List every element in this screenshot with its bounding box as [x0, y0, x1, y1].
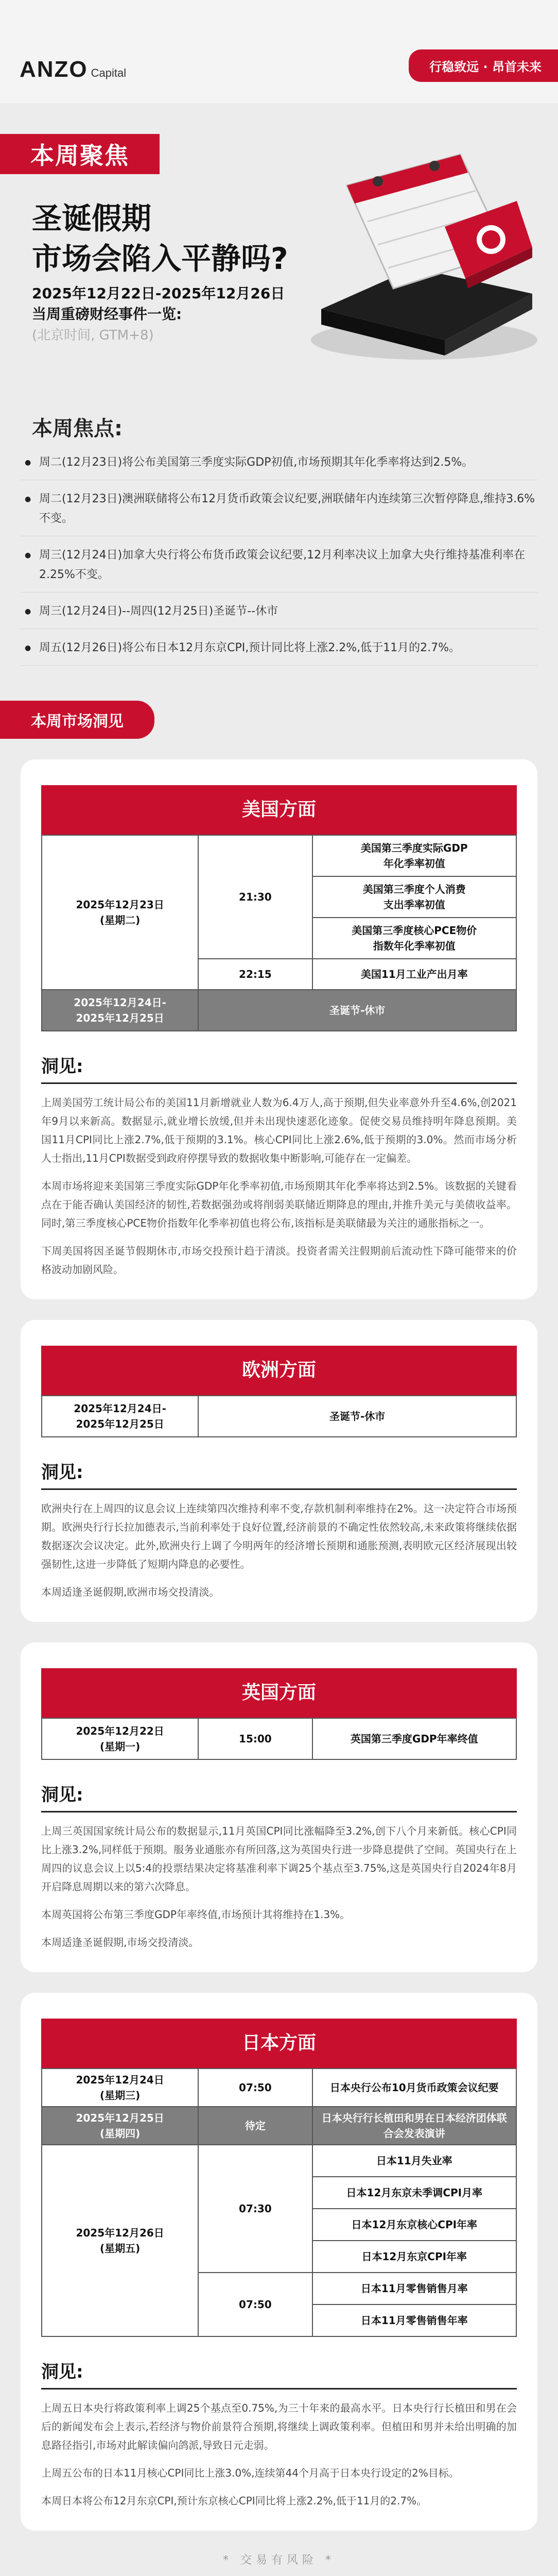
jp-event-cell: 日本11月零售销售月率: [312, 2273, 516, 2304]
jp-schedule-table: [41, 2068, 517, 2337]
observation-paragraph: 下周美国将因圣诞节假期休市,市场交投预计趋于清淡。投资者需关注假期前后流动性下降可能带来的价格波动加剧风险。: [41, 1245, 517, 1276]
uk-card: [21, 1642, 537, 1972]
risk-endmark: * 交易有风险 *: [223, 2554, 335, 2567]
jp-card: [21, 1993, 537, 2531]
table-row: [42, 2069, 516, 2107]
logo-brand-a: ANZO: [20, 57, 88, 82]
hero-tag: 本周聚焦: [0, 134, 160, 174]
us-holiday-event: 圣诞节-休市: [198, 990, 516, 1031]
observation-heading: 洞见:: [41, 1052, 517, 1084]
us-event-cell: 美国第三季度实际GDP 年化季率初值: [312, 835, 516, 876]
eu-schedule-table: [41, 1395, 517, 1437]
observation-paragraph: 本周适逢圣诞假期,市场交投清淡。: [41, 1936, 199, 1948]
jp-observation: [41, 2358, 517, 2510]
hero-title-line1: 圣诞假期: [32, 201, 152, 236]
hero-date-range: 2025年12月22日-2025年12月26日: [32, 285, 285, 302]
observation-paragraph: 本周适逢圣诞假期,欧洲市场交投清淡。: [41, 1586, 220, 1598]
uk-event-cell: 英国第三季度GDP年率终值: [312, 1718, 516, 1759]
jp-time-cell: 07:30: [198, 2145, 312, 2273]
top-bar: [0, 0, 558, 103]
jp-time-cell: 07:50: [198, 2273, 312, 2336]
us-schedule-table: [41, 835, 517, 1031]
observation-paragraph: 上周五公布的日本11月核心CPI同比上涨3.0%,连续第44个月高于日本央行设定的2%目标。: [41, 2467, 459, 2479]
anzo-logo[interactable]: [20, 57, 126, 82]
us-time-cell: 21:30: [198, 835, 312, 959]
observation-paragraph: 上周五日本央行将政策利率上调25个基点至0.75%,为三十年来的最高水平。日本央行行长植田和男在会后的新闻发布会上表示,若经济与物价前景符合预期,将继续上调政策利率。但植田和男并未给出明确的加息路径指引,市场对此解读偏向鸽派,导致日元走弱。: [41, 2402, 517, 2451]
us-event-cell: 美国11月工业产出月率: [312, 959, 516, 990]
weekly-focus: [0, 412, 558, 690]
us-date-cell: 2025年12月23日 (星期二): [42, 835, 198, 990]
focus-list: [21, 453, 537, 666]
uk-date-cell: 2025年12月22日 (星期一): [42, 1718, 198, 1759]
hero-title-line2: 市场会陷入平静吗?: [32, 241, 288, 276]
jp-date-cell: 2025年12月24日 (星期三): [42, 2069, 198, 2107]
observation-heading: 洞见:: [41, 1458, 517, 1490]
observation-paragraph: 欧洲央行在上周四的议息会议上连续第四次维持利率不变,存款机制利率维持在2%。这一决定符合市场预期。欧洲央行行长拉加德表示,当前利率处于良好位置,经济前景的不确定性依然较高,未来政策将继续依据数据逐次会议决定。此外,欧洲央行上调了今明两年的经济增长预期和通胀预测,表明欧元区经济展现出较强韧性,这进一步降低了短期内降息的必要性。: [41, 1502, 517, 1570]
focus-item: ● 周三(12月24日)加拿大央行将公布货币政策会议纪要,12月利率决议上加拿大央行维持基准利率在2.25%不变。: [21, 546, 537, 592]
hero-date-sub: 当周重磅财经事件一览:: [32, 306, 182, 323]
focus-item: ● 周五(12月26日)将公布日本12月东京CPI,预计同比将上涨2.2%,低于11月的2.7%。: [21, 638, 537, 666]
table-row: [42, 2145, 516, 2177]
jp-date-cell: 2025年12月26日 (星期五): [42, 2145, 198, 2336]
jp-title: 日本方面: [41, 2019, 517, 2068]
us-holiday-date: 2025年12月24日- 2025年12月25日: [42, 990, 198, 1031]
eu-observation: [41, 1458, 517, 1601]
observation-heading: 洞见:: [41, 1781, 517, 1812]
us-title: 美国方面: [41, 785, 517, 835]
focus-item: ● 周二(12月23日)将公布美国第三季度实际GDP初值,市场预期其年化季率将达到2.5%。: [21, 453, 537, 480]
eu-holiday-event: 圣诞节-休市: [198, 1396, 516, 1437]
section-label: 本周市场洞见: [0, 701, 154, 739]
focus-item: ● 周二(12月23日)澳洲联储将公布12月货币政策会议纪要,洲联储年内连续第三次暂停降息,维持3.6%不变。: [21, 489, 537, 536]
jp-event-cell: 日本11月零售销售年率: [312, 2304, 516, 2336]
us-event-cell: 美国第三季度个人消费 支出季率初值: [312, 876, 516, 918]
jp-date-cell: 2025年12月25日 (星期四): [42, 2107, 198, 2145]
uk-observation: [41, 1781, 517, 1952]
jp-event-cell: 日本12月东京核心CPI年率: [312, 2209, 516, 2241]
us-card: [21, 759, 537, 1299]
uk-time-cell: 15:00: [198, 1718, 312, 1759]
logo-mark: [20, 57, 88, 82]
hero-timezone: (北京时间, GTM+8): [32, 328, 154, 343]
observation-paragraph: 本周日本将公布12月东京CPI,预计东京核心CPI同比将上涨2.2%,低于11月的2.7%。: [41, 2495, 427, 2507]
eu-holiday-date: 2025年12月24日- 2025年12月25日: [42, 1396, 198, 1437]
focus-item: ● 周三(12月24日)--周四(12月25日)圣诞节--休市: [21, 602, 537, 629]
eu-card: [21, 1320, 537, 1622]
jp-time-cell: 待定: [198, 2107, 312, 2145]
hero: [0, 103, 558, 412]
observation-paragraph: 本周市场将迎来美国第三季度实际GDP年化季率初值,市场预期其年化季率将达到2.5%。该数据的关键看点在于能否确认美国经济的韧性,若数据强劲或将削弱美联储近期降息的理由,并推升美元与美债收益率。同时,第三季度核心PCE物价指数年化季率初值也将公布,该指标是美联储最为关注的通胀指标之一。: [41, 1180, 517, 1229]
table-row: [42, 835, 516, 876]
table-row: [42, 1718, 516, 1759]
jp-event-cell: 日本央行公布10月货币政策会议纪要: [312, 2069, 516, 2107]
us-event-cell: 美国第三季度核心PCE物价 指数年化季率初值: [312, 918, 516, 959]
table-row: [42, 990, 516, 1031]
slogan-badge: 行稳致远 · 昂首未来: [409, 49, 558, 82]
jp-event-cell: 日本11月失业率: [312, 2145, 516, 2177]
jp-event-cell: 日本央行行长植田和男在日本经济团体联合会发表演讲: [312, 2107, 516, 2145]
observation-paragraph: 上周美国劳工统计局公布的美国11月新增就业人数为6.4万人,高于预期,但失业率意外升至4.6%,创2021年9月以来新高。数据显示,就业增长放缓,但并未出现快速恶化迹象。促使交易员维持明年降息预期。美国11月CPI同比上涨2.7%,低于预期的3.1%。核心CPI同比上涨2.6%,低于预期的3.0%。然而市场分析人士指出,11月CPI数据受到政府停摆导致的数据收集中断影响,可能存在一定偏差。: [41, 1096, 517, 1164]
jp-event-cell: 日本12月东京未季调CPI月率: [312, 2177, 516, 2209]
focus-heading: 本周焦点:: [32, 417, 123, 440]
observation-paragraph: 本周英国将公布第三季度GDP年率终值,市场预计其将维持在1.3%。: [41, 1908, 351, 1921]
us-time-cell: 22:15: [198, 959, 312, 990]
hero-date: [32, 283, 285, 325]
observation-heading: 洞见:: [41, 2358, 517, 2389]
us-observation: [41, 1052, 517, 1279]
logo-capital: Capital: [91, 66, 127, 79]
calendar-illustration-icon: [290, 124, 537, 371]
uk-title: 英国方面: [41, 1668, 517, 1718]
eu-title: 欧洲方面: [41, 1346, 517, 1395]
uk-schedule-table: [41, 1718, 517, 1760]
jp-time-cell: 07:50: [198, 2069, 312, 2107]
table-row: [42, 1396, 516, 1437]
jp-event-cell: 日本12月东京CPI年率: [312, 2241, 516, 2273]
hero-title: [32, 198, 288, 279]
table-row: [42, 2107, 516, 2145]
observation-paragraph: 上周三英国国家统计局公布的数据显示,11月英国CPI同比涨幅降至3.2%,创下八个月来新低。核心CPI同比上涨3.2%,同样低于预期。服务业通胀亦有所回落,这为英国央行进一步降息提供了空间。英国央行在上周四的议息会议上以5:4的投票结果决定将基准利率下调25个基点至3.75%,这是英国央行自2024年8月开启降息周期以来的第六次降息。: [41, 1825, 517, 1893]
